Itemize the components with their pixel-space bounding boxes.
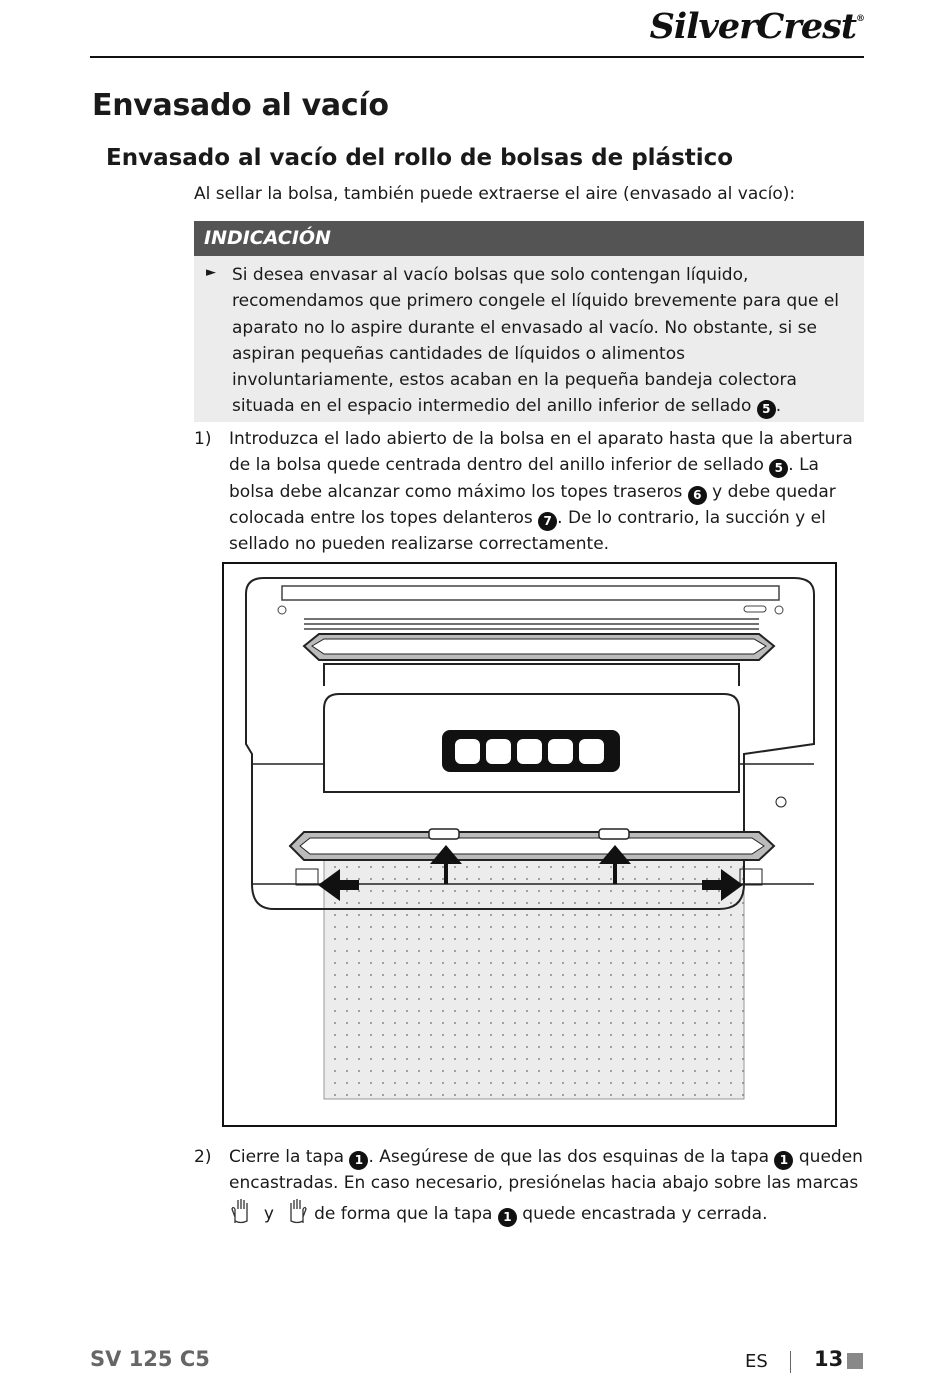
ref-badge: 1 — [498, 1208, 517, 1227]
footer-separator — [790, 1351, 791, 1373]
rear-stop — [599, 829, 629, 839]
header-rule — [90, 56, 864, 58]
brand-logo: SilverCrest® — [649, 6, 864, 47]
step-text: Introduzca el lado abierto de la bolsa en el aparato hasta que la abertura de la bolsa quede centrada dentro del anillo inferior de sellado 5 . La bolsa debe alcanzar como máximo los topes traseros 6 y debe quedar colocada entre los topes delanteros 7 . De lo contrario, la succión y el sellado no pueden realizarse correctamente. — [229, 429, 853, 555]
step-number: 2) — [194, 1147, 212, 1167]
page-marker-square — [847, 1353, 863, 1369]
control-button[interactable] — [517, 739, 542, 764]
bullet-arrow-icon: ► — [206, 265, 216, 280]
step-number: 1) — [194, 429, 212, 449]
hand-press-icon — [229, 1197, 253, 1233]
footer-language: ES — [745, 1351, 768, 1372]
hand-press-icon — [285, 1197, 309, 1233]
intro-text: Al sellar la bolsa, también puede extraerse el aire (envasado al vacío): — [194, 184, 796, 204]
ref-badge: 6 — [688, 486, 707, 505]
note-text: Si desea envasar al vacío bolsas que solo contengan líquido, recomendamos que primero congele el líquido brevemente para que el aparato no lo aspire durante el envasado al vacío. No obstante, si se aspiran pequeñas cantidades de líquidos o alimentos involuntariamente, estos acaban en la pequeña bandeja colectora situada en el espacio intermedio del anillo inferior de sellado 5 . — [232, 262, 852, 420]
ref-badge: 7 — [538, 512, 557, 531]
page-title: Envasado al vacío — [92, 88, 389, 123]
note-heading: INDICACIÓN — [194, 221, 864, 256]
ref-badge: 5 — [757, 400, 776, 419]
page-number: 13 — [814, 1347, 844, 1371]
footer-model: SV 125 C5 — [90, 1347, 210, 1371]
rear-stop — [429, 829, 459, 839]
ref-badge: 5 — [769, 459, 788, 478]
control-button[interactable] — [486, 739, 511, 764]
control-button[interactable] — [579, 739, 604, 764]
ref-badge: 1 — [349, 1151, 368, 1170]
control-button[interactable] — [455, 739, 480, 764]
step-text: Cierre la tapa 1 . Asegúrese de que las dos esquinas de la tapa 1 queden encastradas. En caso necesario, presiónelas hacia abajo sobre las marcas y de forma que la tapa 1 quede encastrada y cerrada. — [229, 1144, 869, 1233]
note-box — [194, 256, 864, 422]
control-button[interactable] — [548, 739, 573, 764]
lid — [324, 664, 739, 686]
section-title: Envasado al vacío del rollo de bolsas de plástico — [106, 145, 734, 171]
ref-badge: 1 — [774, 1151, 793, 1170]
vacuum-sealer-illustration — [222, 562, 837, 1127]
